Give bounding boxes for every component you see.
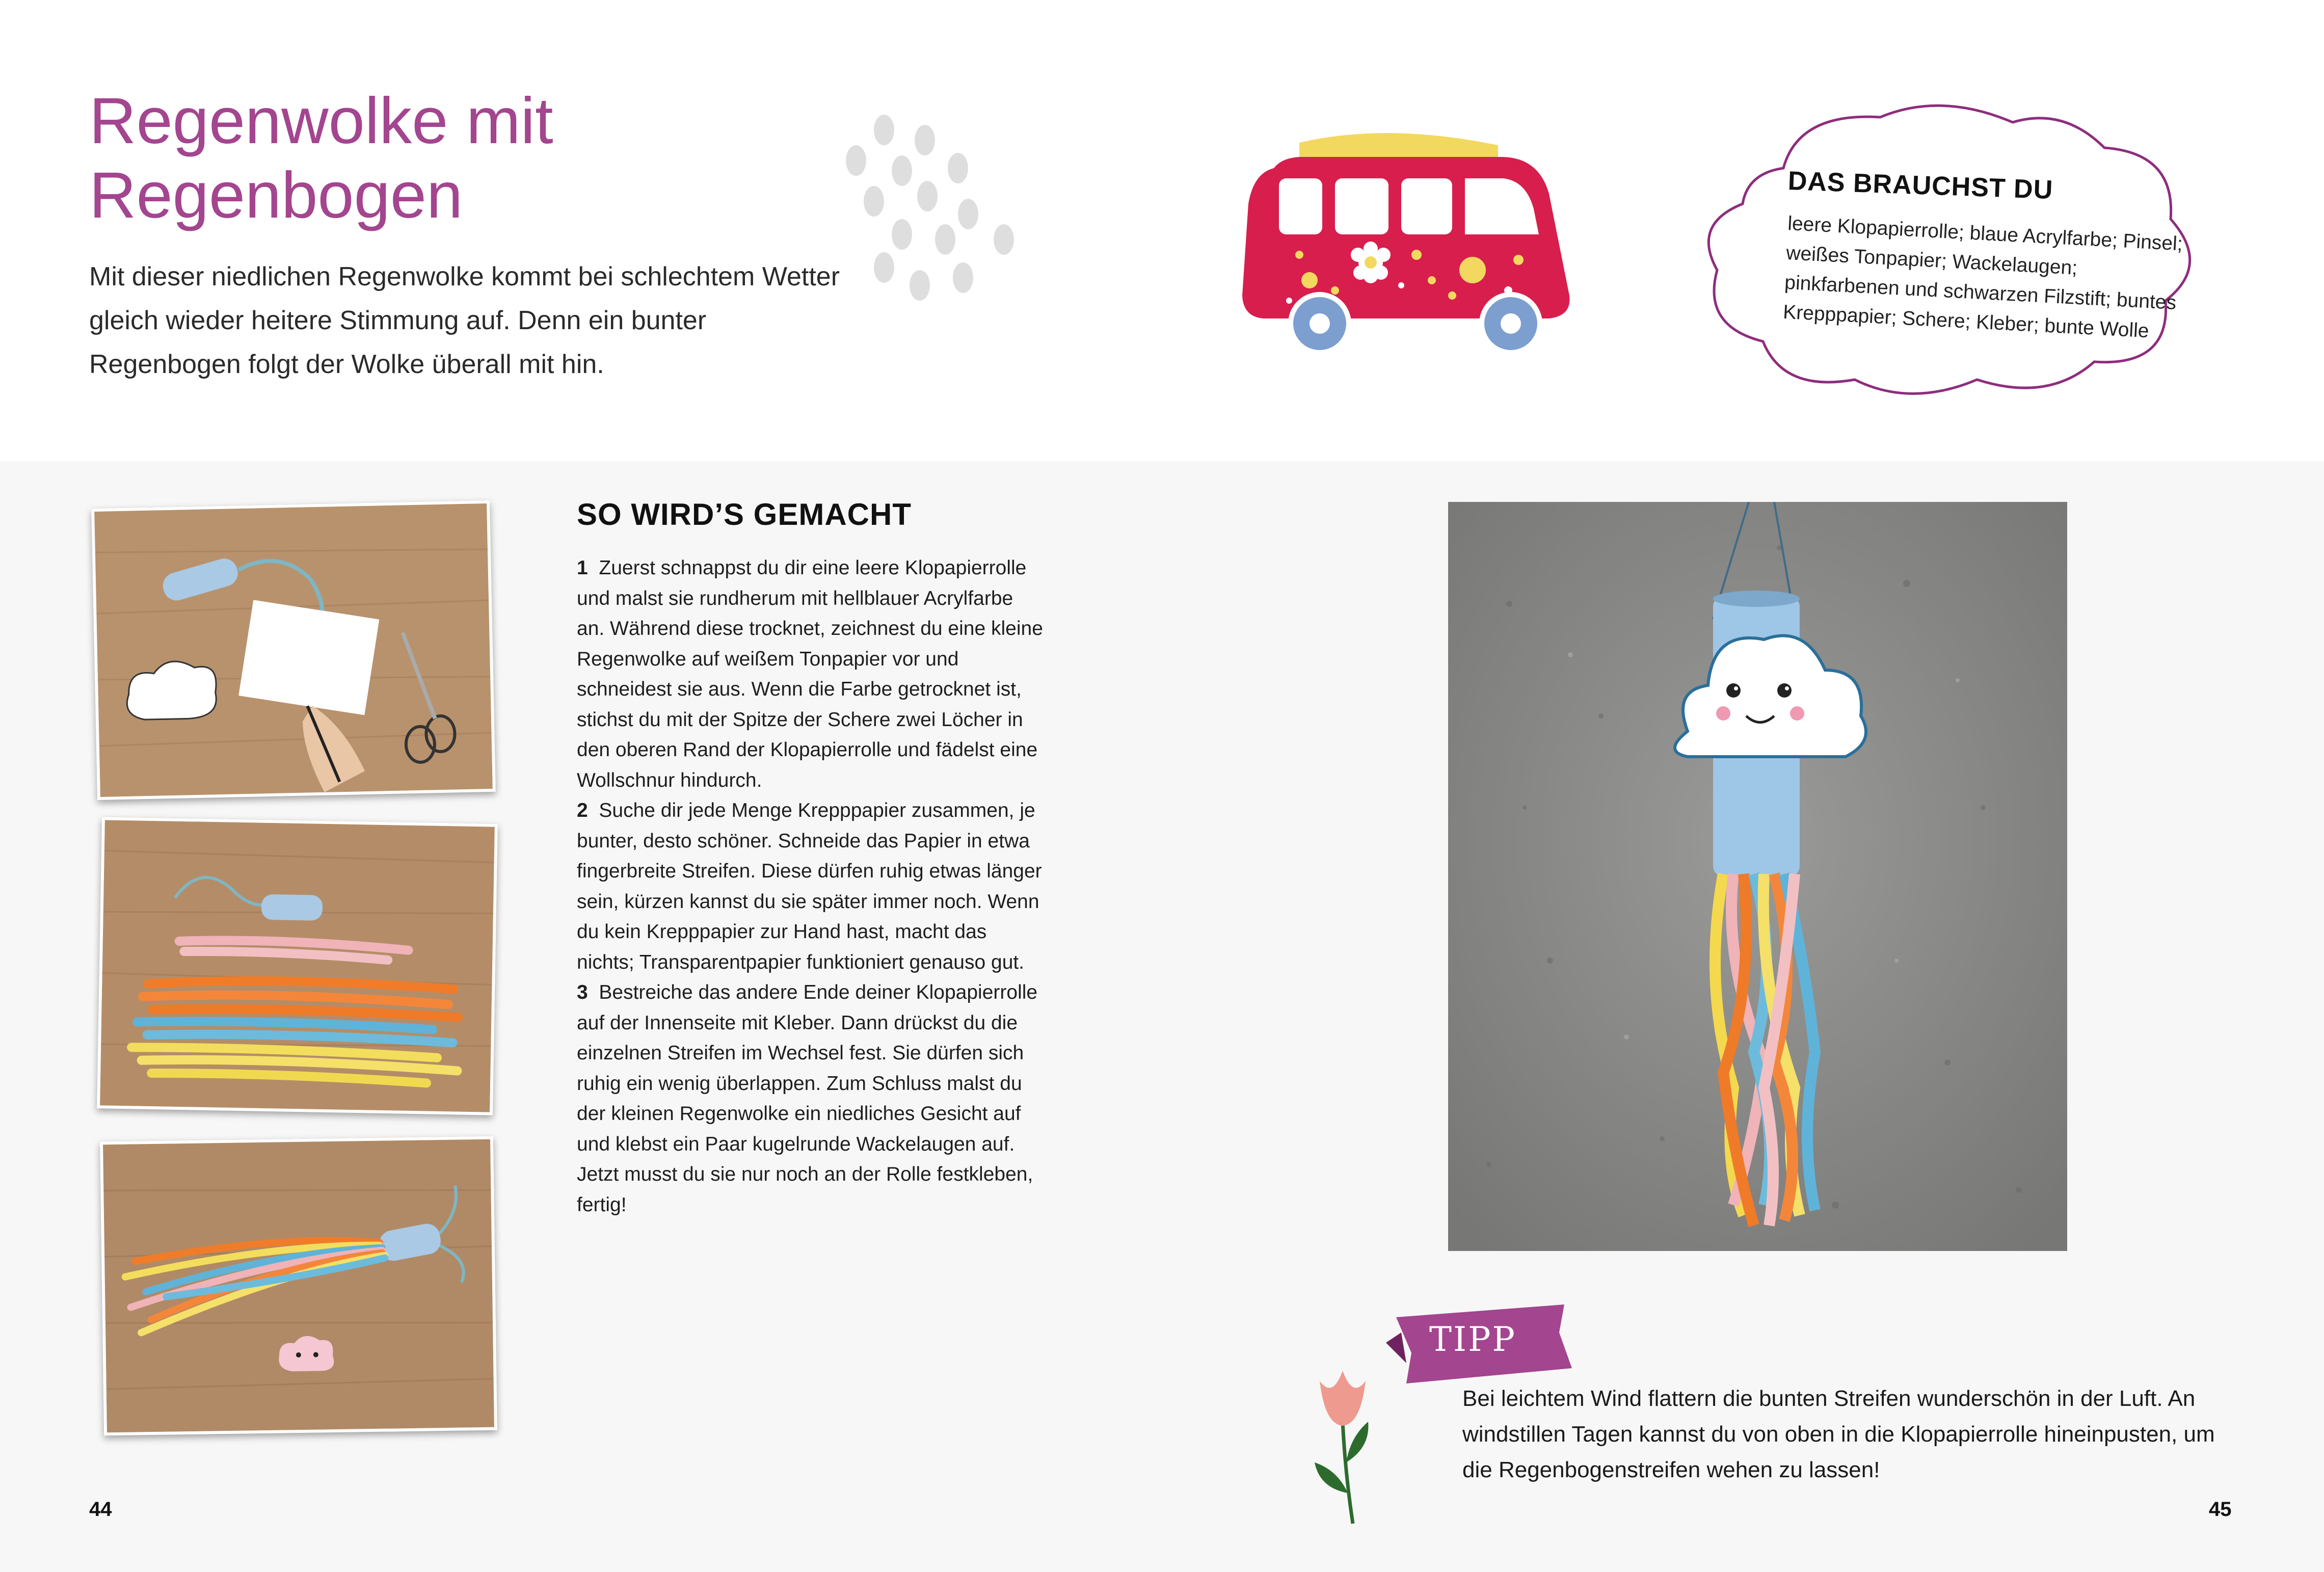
- step-3-number: 3: [577, 981, 588, 1003]
- step-1: [577, 553, 1046, 795]
- page-number-left: 44: [89, 1498, 112, 1521]
- finished-craft-photo: [1448, 502, 2067, 1251]
- step-photo-3: [100, 1136, 497, 1436]
- tipp-text: Bei leichtem Wind flattern die bunten Streifen wunderschön in der Luft. An windstillen Tagen kannst du von oben in die Klopapierrolle hineinpusten, um die Regenbogenstreifen wehen zu lassen!: [1462, 1386, 2215, 1482]
- step-2-text: Suche dir jede Menge Krepppapier zusammen, je bunter, desto schöner. Schneide das Papier in etwa fingerbreite Streifen. Diese dürfen ruhig etwas länger sein, kürzen kannst du sie später immer noch. Wenn du kein Krepppapier zur Hand hast, macht das nichts; Transparentpapier funktioniert genauso gut.: [577, 800, 1042, 973]
- bus-illustration: [1233, 127, 1590, 362]
- materials-list: leere Klopapierrolle; blaue Acrylfarbe; Pinsel; weißes Tonpapier; Wackelaugen; pinkfarbenen und schwarzen Filzstift; buntes Krepppapier; Schere; Kleber; bunte Wolle: [1782, 212, 2183, 342]
- tulip-illustration: [1310, 1361, 1376, 1529]
- step-2: [577, 795, 1046, 977]
- title-line-1: Regenwolke mit: [89, 85, 553, 157]
- instructions-title: SO WIRD’S GEMACHT: [577, 497, 912, 531]
- step-2-number: 2: [577, 800, 588, 821]
- step-photo-2: [97, 817, 498, 1115]
- step-1-text: Zuerst schnappst du dir eine leere Klopapierrolle und malst sie rundherum mit hellblauer Acrylfarbe an. Während diese trocknet, zeichnest du eine kleine Regenwolke auf weißem Tonpapier vor und schneidest sie aus. Wenn die Farbe getrocknet ist, stichst du mit der Spitze der Schere zwei Löcher in den oberen Rand der Klopapierrolle und fädelst eine Wollschnur hindurch.: [577, 557, 1043, 791]
- title-line-2: Regenbogen: [89, 159, 463, 232]
- page-title: [89, 84, 752, 233]
- instructions-steps: [577, 553, 1046, 1220]
- raindrops-decoration: [825, 110, 1029, 313]
- step-3: [577, 977, 1046, 1220]
- step-photo-1: [91, 500, 496, 800]
- step-3-text: Bestreiche das andere Ende deiner Klopapierrolle auf der Innenseite mit Kleber. Dann drückst du die einzelnen Streifen im Wechsel fest. Sie dürfen sich ruhig ein wenig überlappen. Zum Schluss malst du der kleinen Regenwolke ein niedliches Gesicht auf und klebst ein Paar kugelrunde Wackelaugen auf. Jetzt musst du sie nur noch an der Rolle festkleben, fertig!: [577, 981, 1038, 1216]
- tipp-label: TIPP: [1429, 1320, 1516, 1359]
- step-1-number: 1: [577, 557, 588, 579]
- page-number-right: 45: [2209, 1498, 2232, 1521]
- materials-title: DAS BRAUCHST DU: [1787, 166, 2054, 205]
- intro-text: Mit dieser niedlichen Regenwolke kommt bei schlechtem Wetter gleich wieder heitere Stimmung auf. Denn ein bunter Regenbogen folgt der Wolke überall mit hin.: [89, 262, 840, 379]
